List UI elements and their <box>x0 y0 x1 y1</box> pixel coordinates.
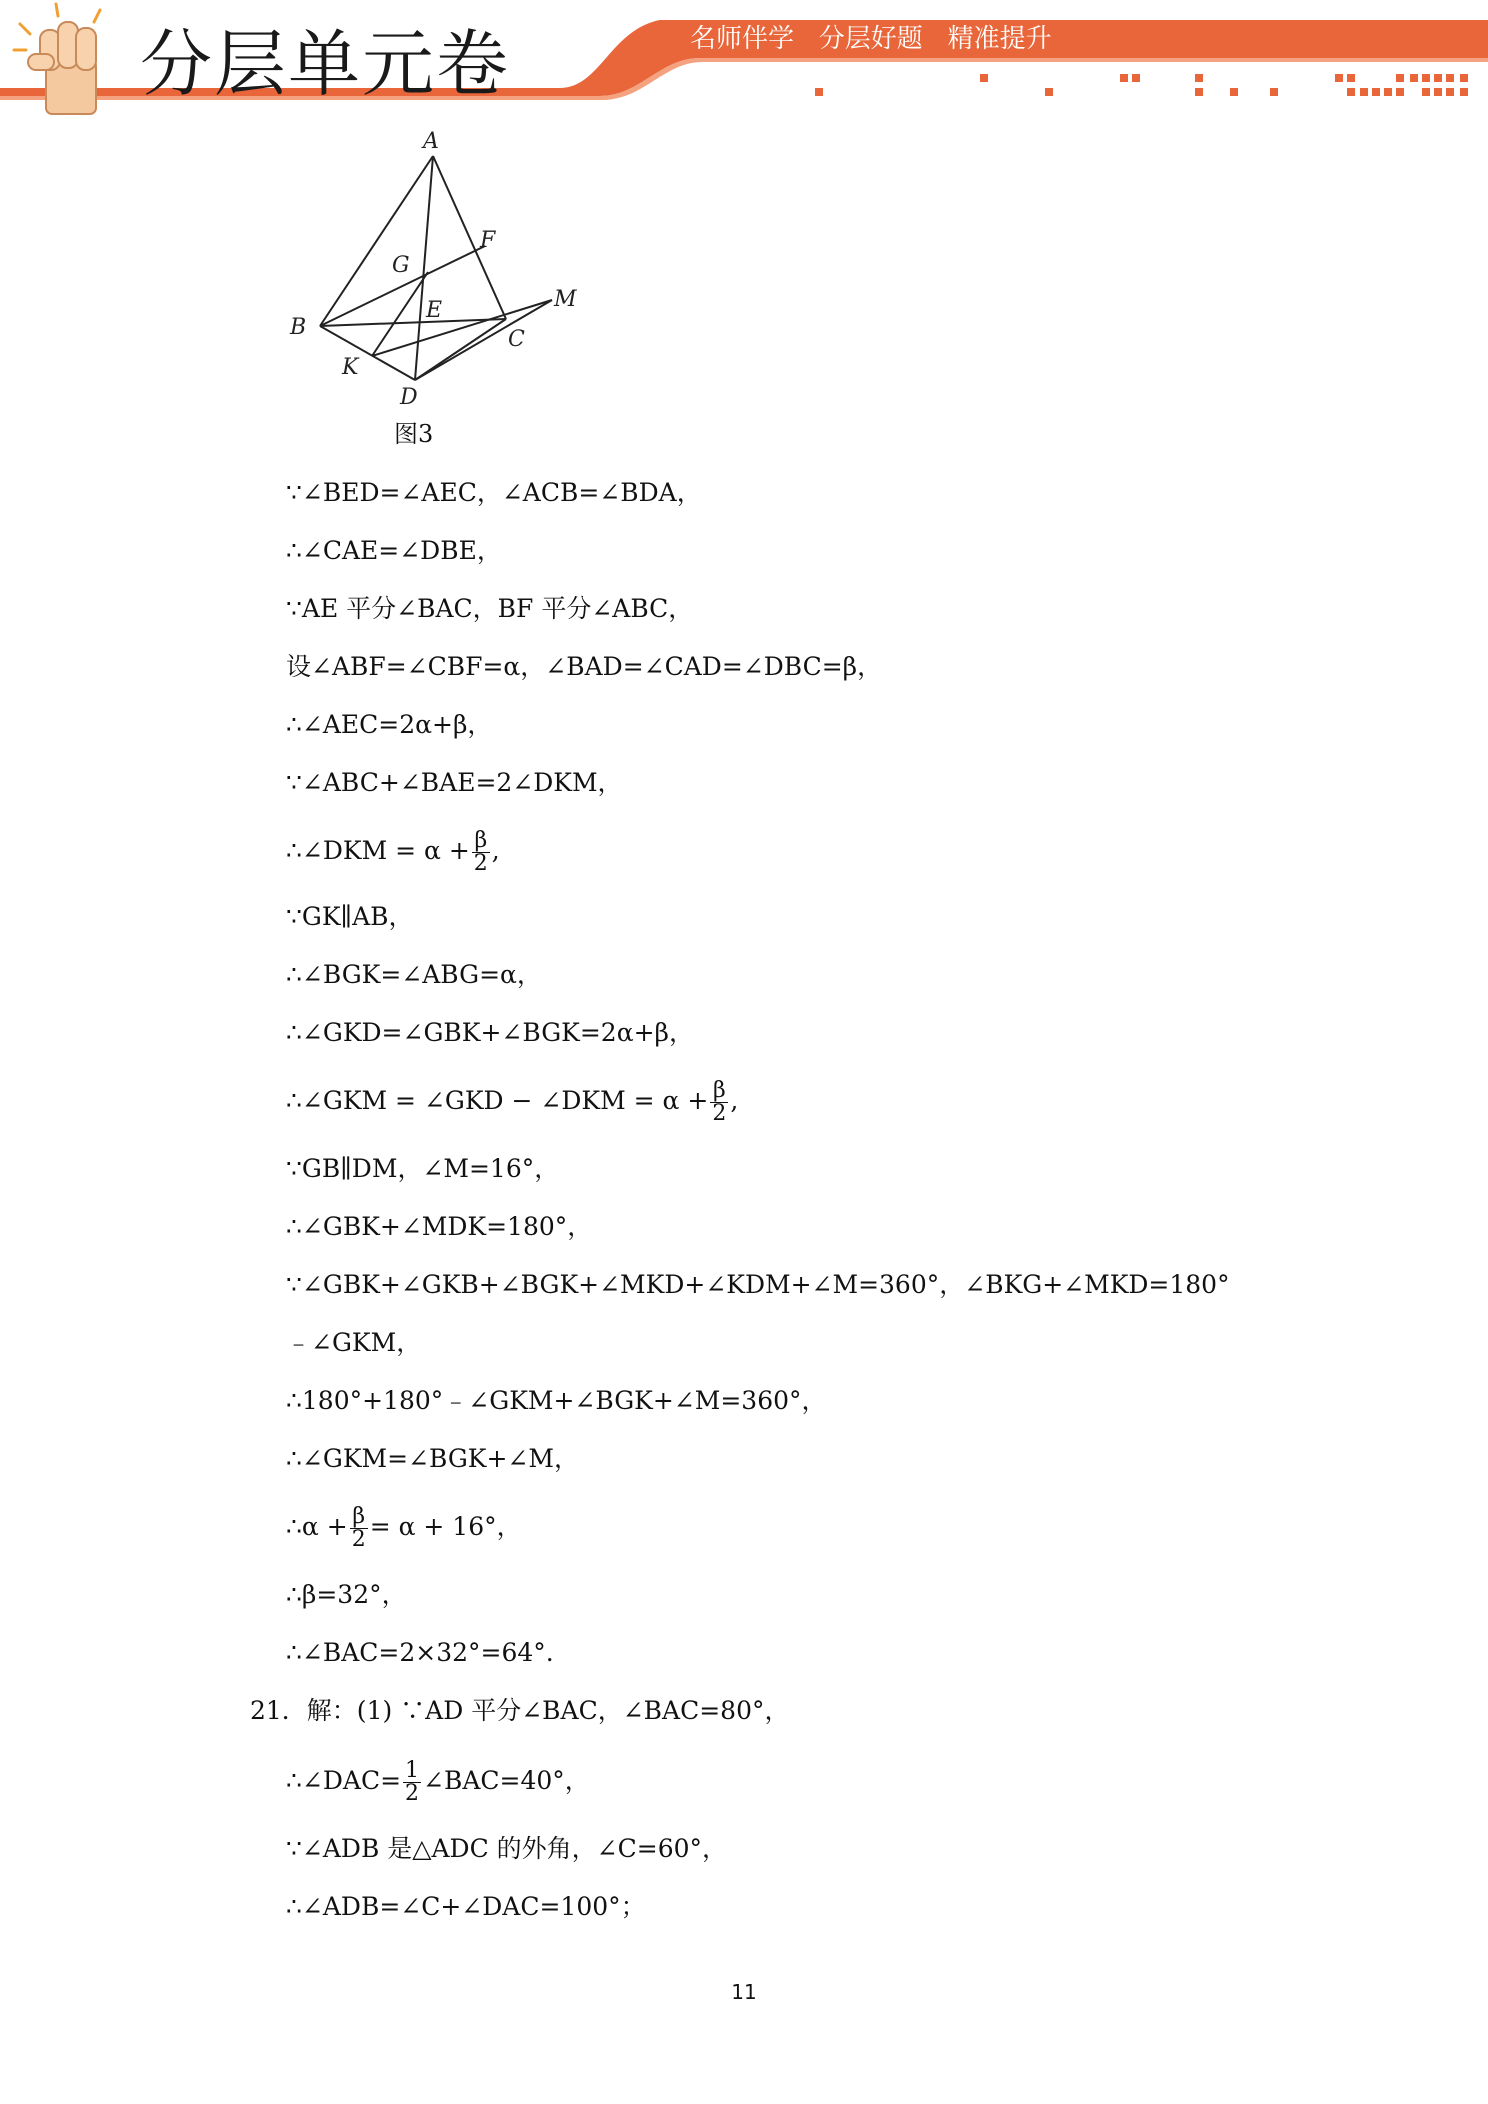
solution-line: ∴∠CAE=∠DBE， <box>286 536 502 565</box>
label-B: B <box>290 315 307 340</box>
solution-line: ∴∠ADB=∠C+∠DAC=100°； <box>286 1892 646 1921</box>
triangle-diagram <box>280 120 600 420</box>
label-D: D <box>400 385 418 410</box>
solution-line: ﹣∠GKM， <box>286 1328 422 1357</box>
page-number: 11 <box>731 1980 757 2004</box>
solution-line: ∵GK∥AB， <box>286 902 414 931</box>
solution-line: ∵AE 平分∠BAC，BF 平分∠ABC， <box>286 594 694 623</box>
denominator: 2 <box>712 1101 727 1126</box>
solution-line: ∴∠GBK+∠MDK=180°， <box>286 1212 593 1241</box>
solution-line: ∵∠ADB 是△ADC 的外角，∠C=60°， <box>286 1834 728 1863</box>
numerator: β <box>350 1506 368 1529</box>
fraction <box>710 1080 728 1125</box>
geometry-figure <box>280 120 600 450</box>
label-E: E <box>426 298 443 323</box>
numerator: β <box>472 830 490 853</box>
header-banner <box>0 0 1488 120</box>
label-F: F <box>480 228 496 253</box>
expr-text: = α + 16°， <box>369 1512 522 1541</box>
label-M: M <box>554 287 577 312</box>
solution-line: 设∠ABF=∠CBF=α，∠BAD=∠CAD=∠DBC=β， <box>286 652 883 681</box>
label-K: K <box>342 355 359 380</box>
solution-line: ∴∠AEC=2α+β， <box>286 710 493 739</box>
solution-line-fraction <box>286 1760 590 1805</box>
denominator: 2 <box>351 1527 366 1552</box>
expr-text: ∴∠GKM = ∠GKD − ∠DKM = α + <box>286 1086 709 1115</box>
question-21-heading: 21．解：(1) ∵AD 平分∠BAC，∠BAC=80°， <box>250 1696 790 1725</box>
solution-line-fraction <box>286 1080 738 1125</box>
numerator: 1 <box>405 1758 420 1783</box>
expr-text: ∴α + <box>286 1512 348 1541</box>
label-G: G <box>392 253 410 278</box>
solution-line: ∴β=32°， <box>286 1580 407 1609</box>
fraction <box>472 830 490 875</box>
solution-line: ∵∠GBK+∠GKB+∠BGK+∠MKD+∠KDM+∠M=360°，∠BKG+∠MKD=180° <box>286 1270 1230 1299</box>
figure-caption: 图3 <box>394 420 434 448</box>
solution-line: ∴∠BGK=∠ABG=α， <box>286 960 542 989</box>
expr-text: ∴∠DKM = α + <box>286 836 470 865</box>
expr-text: , <box>491 836 500 865</box>
expr-text: ∠BAC=40°， <box>423 1766 590 1795</box>
solution-line-fraction <box>286 830 500 875</box>
expr-text: , <box>730 1086 739 1115</box>
solution-line: ∵∠ABC+∠BAE=2∠DKM， <box>286 768 623 797</box>
solution-line: ∵GB∥DM，∠M=16°， <box>286 1154 560 1183</box>
solution-line: ∴∠GKD=∠GBK+∠BGK=2α+β， <box>286 1018 694 1047</box>
expr-text: ∴∠DAC= <box>286 1766 402 1795</box>
solution-line: ∵∠BED=∠AEC，∠ACB=∠BDA， <box>286 478 702 507</box>
header-slogan: 名师伴学 分层好题 精准提升 <box>690 24 1052 54</box>
solution-line-fraction <box>286 1506 522 1551</box>
label-C: C <box>508 327 525 352</box>
denominator: 2 <box>405 1781 420 1806</box>
label-A: A <box>423 129 439 154</box>
fraction <box>403 1760 421 1805</box>
denominator: 2 <box>473 851 488 876</box>
solution-line: ∴∠GKM=∠BGK+∠M， <box>286 1444 579 1473</box>
brand-title: 分层单元卷 <box>140 22 511 106</box>
solution-line: ∴∠BAC=2×32°=64°. <box>286 1638 554 1667</box>
numerator: β <box>710 1080 728 1103</box>
fraction <box>350 1506 368 1551</box>
solution-line: ∴180°+180°﹣∠GKM+∠BGK+∠M=360°， <box>286 1386 827 1415</box>
